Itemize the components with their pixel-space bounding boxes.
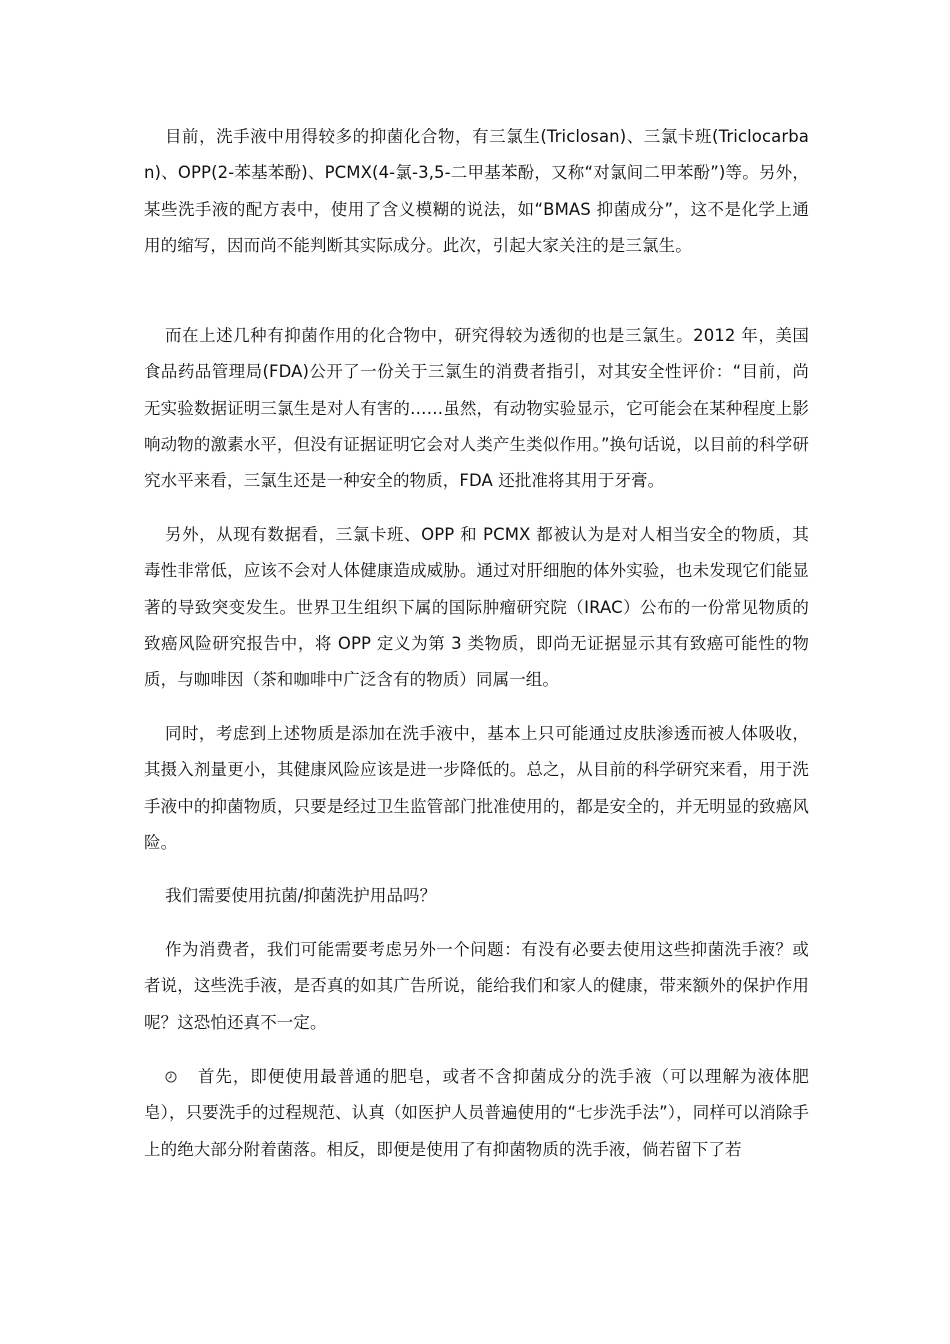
bullet-text: 首先，即便使用最普通的肥皂，或者不含抑菌成分的洗手液（可以理解为液体肥皂），只要洗手的过程规范、认真（如医护人员普遍使用的“七步洗手法”），同样可以消除手上的绝大部分附着菌落。相反，即便是使用了有抑菌物质的洗手液，倘若留下了若 [144, 1067, 809, 1159]
section-question-heading: 我们需要使用抗菌/抑菌洗护用品吗？ [165, 886, 437, 905]
paragraph-fda-evaluation: 而在上述几种有抑菌作用的化合物中，研究得较为透彻的也是三氯生。2012 年，美国食品药品管理局(FDA)公开了一份关于三氯生的消费者指引，对其安全性评价：“目前，尚无实验数据证明三氯生是对人有害的……虽然，有动物实验显示，它可能会在某种程度上影响动物的激素水平，但没有证据证明它会对人类产生类似作用。”换句话说，以目前的科学研究水平来看，三氯生还是一种安全的物质，FDA 还批准将其用于牙膏。 [144, 326, 809, 491]
paragraph-triclosan-intro: 目前，洗手液中用得较多的抑菌化合物，有三氯生(Triclosan)、三氯卡班(Triclocarban)、OPP(2-苯基苯酚)、PCMX(4-氯-3,5-二甲基苯酚，又称“对氯间二甲苯酚”)等。另外，某些洗手液的配方表中，使用了含义模糊的说法，如“BMAS 抑菌成分”，这不是化学上通用的缩写，因而尚不能判断其实际成分。此次，引起大家关注的是三氯生。 [144, 127, 809, 255]
clock-icon [165, 1071, 177, 1083]
bullet-paragraph-first-point [144, 1059, 809, 1168]
paragraph-consumer-question: 作为消费者，我们可能需要考虑另外一个问题：有没有必要去使用这些抑菌洗手液？或者说，这些洗手液，是否真的如其广告所说，能给我们和家人的健康，带来额外的保护作用呢？这恐怕还真不一定。 [144, 940, 809, 1032]
paragraph-exposure-risk: 同时，考虑到上述物质是添加在洗手液中，基本上只可能通过皮肤渗透而被人体吸收，其摄入剂量更小，其健康风险应该是进一步降低的。总之，从目前的科学研究来看，用于洗手液中的抑菌物质，只要是经过卫生监管部门批准使用的，都是安全的，并无明显的致癌风险。 [144, 724, 809, 852]
paragraph-other-compounds: 另外，从现有数据看，三氯卡班、OPP 和 PCMX 都被认为是对人相当安全的物质，其毒性非常低，应该不会对人体健康造成威胁。通过对肝细胞的体外实验，也未发现它们能显著的导致突变发生。世界卫生组织下属的国际肿瘤研究院（IRAC）公布的一份常见物质的致癌风险研究报告中，将 OPP 定义为第 3 类物质，即尚无证据显示其有致癌可能性的物质，与咖啡因（茶和咖啡中广泛含有的物质）同属一组。 [144, 525, 809, 690]
